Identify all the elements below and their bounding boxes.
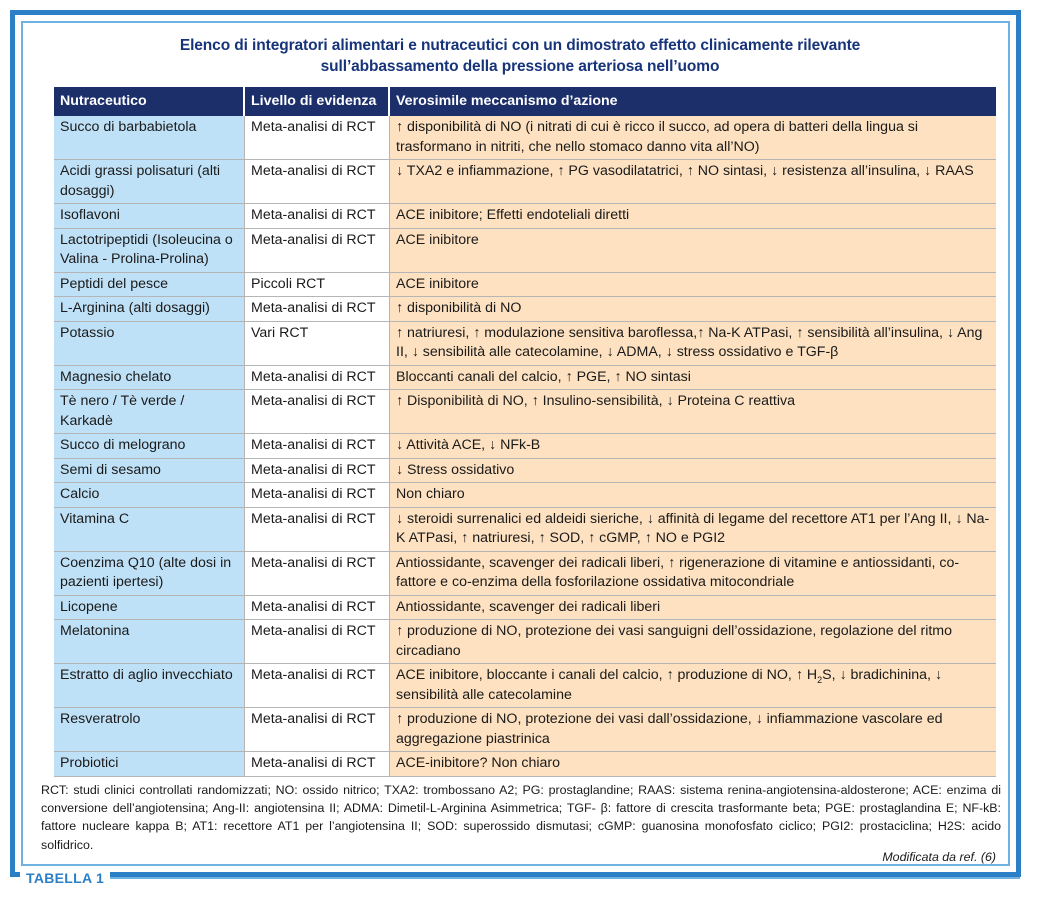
cell-meccanismo: ACE inibitore	[390, 273, 996, 298]
cell-nutraceutico: Potassio	[54, 322, 245, 366]
source-note: Modificata da ref. (6)	[882, 850, 996, 864]
cell-nutraceutico: Melatonina	[54, 620, 245, 664]
table-header-row	[54, 87, 996, 116]
table-title	[40, 35, 1000, 77]
mechanism-text: ACE inibitore, bloccante i canali del calcio, ↑ produzione di NO, ↑ H	[396, 667, 818, 683]
cell-nutraceutico: Estratto di aglio invecchiato	[54, 664, 245, 708]
cell-meccanismo: ACE inibitore; Effetti endoteliali diretti	[390, 204, 996, 229]
cell-livello-evidenza: Meta-analisi di RCT	[245, 204, 390, 229]
cell-nutraceutico: Resveratrolo	[54, 708, 245, 752]
cell-livello-evidenza: Meta-analisi di RCT	[245, 664, 390, 708]
cell-nutraceutico: Semi di sesamo	[54, 459, 245, 484]
table-row	[54, 434, 996, 459]
table-row	[54, 116, 996, 160]
subscript: 2	[817, 674, 823, 685]
header-nutraceutico: Nutraceutico	[54, 87, 245, 116]
table-row	[54, 620, 996, 664]
table-row	[54, 752, 996, 777]
cell-meccanismo: ↑ disponibilità di NO (i nitrati di cui è ricco il succo, ad opera di batteri della lingua si trasformano in nitriti, che nello stomaco danno vita all’NO)	[390, 116, 996, 160]
cell-livello-evidenza: Meta-analisi di RCT	[245, 160, 390, 204]
cell-meccanismo: Antiossidante, scavenger dei radicali liberi, ↑ rigenerazione di vitamine e antiossidanti, co-fattore e co-enzima della fosforilazione ossidativa mitocondriale	[390, 552, 996, 596]
mechanism-text: S, ↓ bradichinina, ↓ sensibilità alle catecolamine	[396, 667, 942, 703]
cell-livello-evidenza: Meta-analisi di RCT	[245, 434, 390, 459]
cell-meccanismo: ↓ TXA2 e infiammazione, ↑ PG vasodilatatrici, ↑ NO sintasi, ↓ resistenza all’insulina, ↓ RAAS	[390, 160, 996, 204]
footnote-abbreviations: RCT: studi clinici controllati randomizzati; NO: ossido nitrico; TXA2: trombossano A2; PG: prostaglandine; RAAS: sistema renina-angiotensina-aldosterone; ACE: enzima di conversione dell’angiotensina; Ang-II: angiotensina II; ADMA: Dimetil-L-Arginina Asimmetrica; TGF- β: fattore di crescita trasformante beta; PGE: prostaglandina E; NF-kB: fattore nucleare kappa B; AT1: recettore AT1 per l’angiotensina II; SOD: superossido dismutasi; cGMP: guanosina monofosfato ciclico; PGI2: prostaciclina; H2S: acido solfidrico.	[41, 783, 1001, 852]
cell-nutraceutico: Magnesio chelato	[54, 366, 245, 391]
nutraceutical-table	[54, 87, 996, 777]
table-row	[54, 204, 996, 229]
cell-livello-evidenza: Meta-analisi di RCT	[245, 596, 390, 621]
cell-livello-evidenza: Meta-analisi di RCT	[245, 366, 390, 391]
cell-meccanismo	[390, 664, 996, 708]
cell-nutraceutico: Isoflavoni	[54, 204, 245, 229]
cell-meccanismo: ACE-inibitore? Non chiaro	[390, 752, 996, 777]
cell-nutraceutico: Peptidi del pesce	[54, 273, 245, 298]
cell-livello-evidenza: Meta-analisi di RCT	[245, 459, 390, 484]
cell-livello-evidenza: Meta-analisi di RCT	[245, 508, 390, 552]
cell-nutraceutico: Lactotripeptidi (Isoleucina o Valina - Prolina-Prolina)	[54, 229, 245, 273]
cell-nutraceutico: Licopene	[54, 596, 245, 621]
table-row	[54, 508, 996, 552]
cell-meccanismo: ↑ disponibilità di NO	[390, 297, 996, 322]
cell-nutraceutico: Succo di melograno	[54, 434, 245, 459]
cell-meccanismo: ↑ Disponibilità di NO, ↑ Insulino-sensibilità, ↓ Proteina C reattiva	[390, 390, 996, 434]
label-line	[108, 877, 1020, 879]
header-meccanismo: Verosimile meccanismo d’azione	[390, 87, 996, 116]
cell-meccanismo: ↑ natriuresi, ↑ modulazione sensitiva baroflessa,↑ Na-K ATPasi, ↑ sensibilità all’insulina, ↓ Ang II, ↓ sensibilità alle catecolamine, ↓ ADMA, ↓ stress ossidativo e TGF-β	[390, 322, 996, 366]
cell-livello-evidenza: Vari RCT	[245, 322, 390, 366]
cell-livello-evidenza: Piccoli RCT	[245, 273, 390, 298]
cell-livello-evidenza: Meta-analisi di RCT	[245, 483, 390, 508]
cell-meccanismo: Bloccanti canali del calcio, ↑ PGE, ↑ NO sintasi	[390, 366, 996, 391]
cell-meccanismo: ↓ Attività ACE, ↓ NFk-B	[390, 434, 996, 459]
cell-nutraceutico: Vitamina C	[54, 508, 245, 552]
cell-livello-evidenza: Meta-analisi di RCT	[245, 390, 390, 434]
table-row	[54, 322, 996, 366]
table-row	[54, 273, 996, 298]
cell-livello-evidenza: Meta-analisi di RCT	[245, 708, 390, 752]
cell-nutraceutico: Acidi grassi polisaturi (alti dosaggi)	[54, 160, 245, 204]
cell-nutraceutico: Coenzima Q10 (alte dosi in pazienti ipertesi)	[54, 552, 245, 596]
cell-nutraceutico: Probiotici	[54, 752, 245, 777]
cell-nutraceutico: Succo di barbabietola	[54, 116, 245, 160]
cell-livello-evidenza: Meta-analisi di RCT	[245, 116, 390, 160]
table-row	[54, 708, 996, 752]
cell-livello-evidenza: Meta-analisi di RCT	[245, 552, 390, 596]
cell-meccanismo: Antiossidante, scavenger dei radicali liberi	[390, 596, 996, 621]
cell-meccanismo: ↑ produzione di NO, protezione dei vasi dall’ossidazione, ↓ infiammazione vascolare ed aggregazione piastrinica	[390, 708, 996, 752]
table-row	[54, 459, 996, 484]
table-row	[54, 552, 996, 596]
cell-meccanismo: ↓ steroidi surrenalici ed aldeidi sieriche, ↓ affinità di legame del recettore AT1 per l’Ang II, ↓ Na-K ATPasi, ↑ natriuresi, ↑ SOD, ↑ cGMP, ↑ NO e PGI2	[390, 508, 996, 552]
table-row	[54, 390, 996, 434]
table-row	[54, 483, 996, 508]
title-line-2: sull’abbassamento della pressione arteriosa nell’uomo	[320, 58, 720, 75]
cell-livello-evidenza: Meta-analisi di RCT	[245, 620, 390, 664]
title-line-1: Elenco di integratori alimentari e nutraceutici con un dimostrato effetto clinicamente rilevante	[179, 37, 861, 54]
cell-meccanismo: ↓ Stress ossidativo	[390, 459, 996, 484]
table-row	[54, 229, 996, 273]
cell-nutraceutico: Tè nero / Tè verde / Karkadè	[54, 390, 245, 434]
table-label: TABELLA 1	[20, 869, 110, 887]
cell-meccanismo: ACE inibitore	[390, 229, 996, 273]
cell-nutraceutico: Calcio	[54, 483, 245, 508]
cell-livello-evidenza: Meta-analisi di RCT	[245, 752, 390, 777]
header-livello-evidenza: Livello di evidenza	[245, 87, 390, 116]
cell-livello-evidenza: Meta-analisi di RCT	[245, 297, 390, 322]
table-row	[54, 596, 996, 621]
cell-nutraceutico: L-Arginina (alti dosaggi)	[54, 297, 245, 322]
table-row	[54, 366, 996, 391]
table-row	[54, 664, 996, 708]
table-row	[54, 160, 996, 204]
cell-meccanismo: Non chiaro	[390, 483, 996, 508]
table-row	[54, 297, 996, 322]
cell-meccanismo: ↑ produzione di NO, protezione dei vasi sanguigni dell’ossidazione, regolazione del ritmo circadiano	[390, 620, 996, 664]
cell-livello-evidenza: Meta-analisi di RCT	[245, 229, 390, 273]
